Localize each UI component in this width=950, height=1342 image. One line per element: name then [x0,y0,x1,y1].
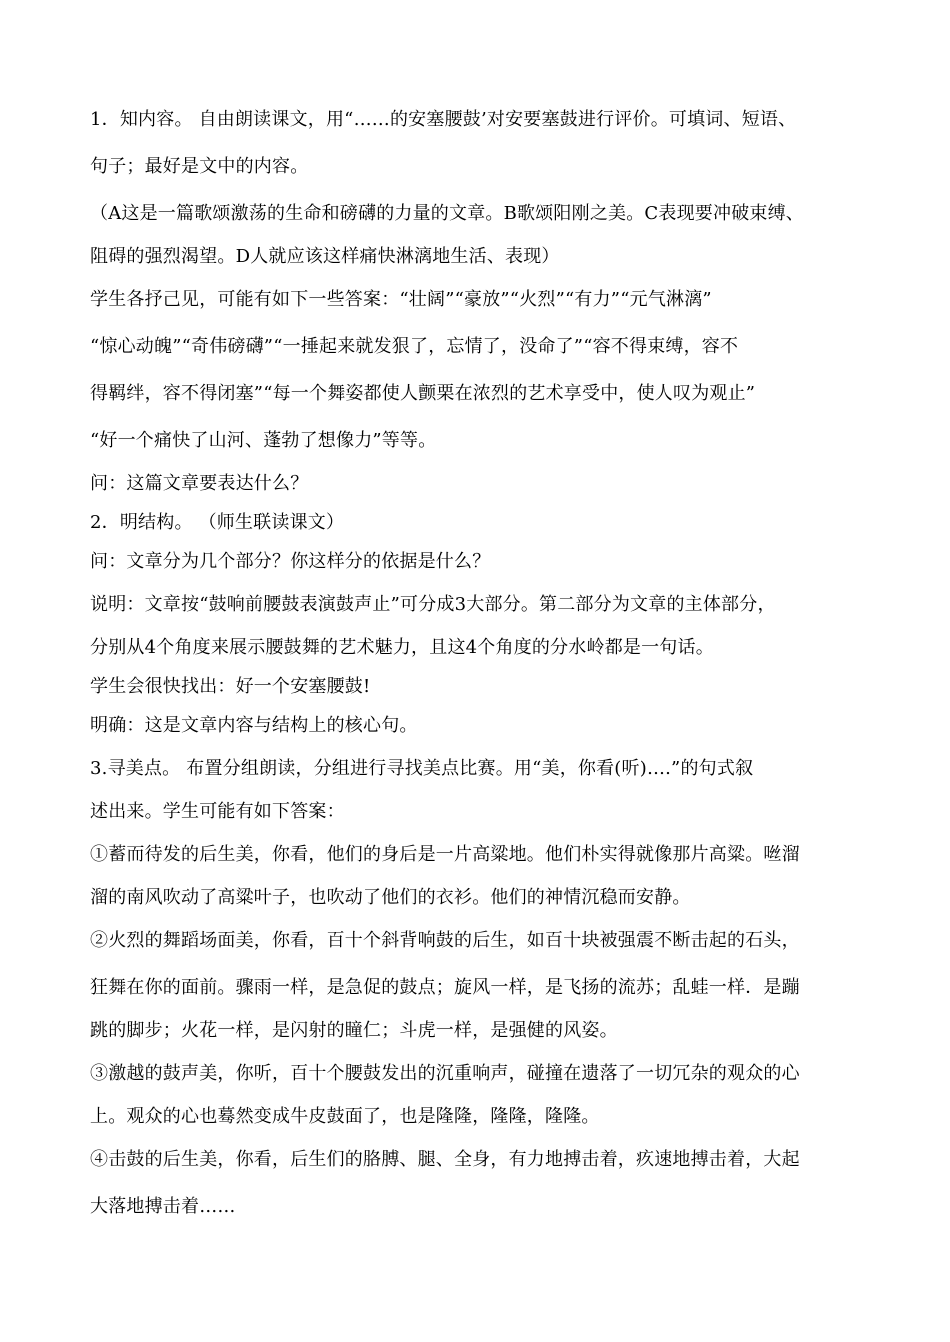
paragraph-line-15: 明确：这是文章内容与结构上的核心句。 [90,715,418,736]
paragraph-line-6: “惊心动魄”“奇伟磅礴”“一捶起来就发狠了，忘情了，没命了”“容不得束缚，容不 [90,336,739,357]
paragraph-line-10: 2．明结构。 （师生联读课文） [90,512,345,533]
paragraph-line-24: 上。观众的心也蓦然变成牛皮鼓面了，也是隆隆，隆隆，隆隆。 [90,1106,600,1127]
paragraph-line-20: ②火烈的舞蹈场面美，你看，百十个斜背响鼓的后生，如百十块被强震不断击起的石头， [90,930,800,951]
paragraph-line-21: 狂舞在你的面前。骤雨一样，是急促的鼓点；旋风一样，是飞扬的流苏；乱蛙一样．是蹦 [90,977,800,998]
paragraph-line-23: ③激越的鼓声美，你听，百十个腰鼓发出的沉重响声，碰撞在遗落了一切冗杂的观众的心 [90,1063,800,1084]
paragraph-line-16: 3.寻美点。 布置分组朗读，分组进行寻找美点比赛。用“美，你看(听)….”的句式叙 [90,758,754,779]
paragraph-line-11: 问：文章分为几个部分？你这样分的依据是什么？ [90,551,491,572]
paragraph-line-19: 溜的南风吹动了高粱叶子，也吹动了他们的衣衫。他们的神情沉稳而安静。 [90,887,691,908]
paragraph-line-3: （A这是一篇歌颂激荡的生命和磅礴的力量的文章。B歌颂阳刚之美。C表现要冲破束缚、 [90,203,804,224]
paragraph-line-4: 阻碍的强烈渴望。D人就应该这样痛快淋漓地生活、表现） [90,246,560,267]
paragraph-line-17: 述出来。学生可能有如下答案： [90,801,345,822]
paragraph-line-14: 学生会很快找出：好一个安塞腰鼓! [90,676,371,697]
paragraph-line-18: ①蓄而待发的后生美，你看，他们的身后是一片高粱地。他们朴实得就像那片高粱。咝溜 [90,844,800,865]
paragraph-line-12: 说明：文章按“鼓响前腰鼓表演鼓声止”可分成3大部分。第二部分为文章的主体部分， [90,594,776,615]
paragraph-line-26: 大落地搏击着…… [90,1196,236,1217]
paragraph-line-8: “好一个痛快了山河、蓬勃了想像力”等等。 [90,430,437,451]
paragraph-line-1: 1．知内容。 自由朗读课文，用“……的安塞腰鼓’对安要塞鼓进行评价。可填词、短语、 [90,109,797,130]
paragraph-line-25: ④击鼓的后生美，你看，后生们的胳膊、腿、全身，有力地搏击着，疚速地搏击着，大起 [90,1149,800,1170]
paragraph-line-9: 问：这篇文章要表达什么？ [90,473,309,494]
paragraph-line-7: 得羁绊，容不得闭塞”“每一个舞姿都使人颤栗在浓烈的艺术享受中，使人叹为观止” [90,383,756,404]
paragraph-line-22: 跳的脚步；火花一样，是闪射的瞳仁；斗虎一样，是强健的风姿。 [90,1020,618,1041]
paragraph-line-2: 句子；最好是文中的内容。 [90,156,309,177]
paragraph-line-5: 学生各抒己见，可能有如下一些答案：“壮阔”“豪放”“火烈”“有力”“元气淋漓” [90,289,712,310]
paragraph-line-13: 分别从4个角度来展示腰鼓舞的艺术魅力，且这4个角度的分水岭都是一句话。 [90,637,714,658]
document-body [90,96,862,1230]
